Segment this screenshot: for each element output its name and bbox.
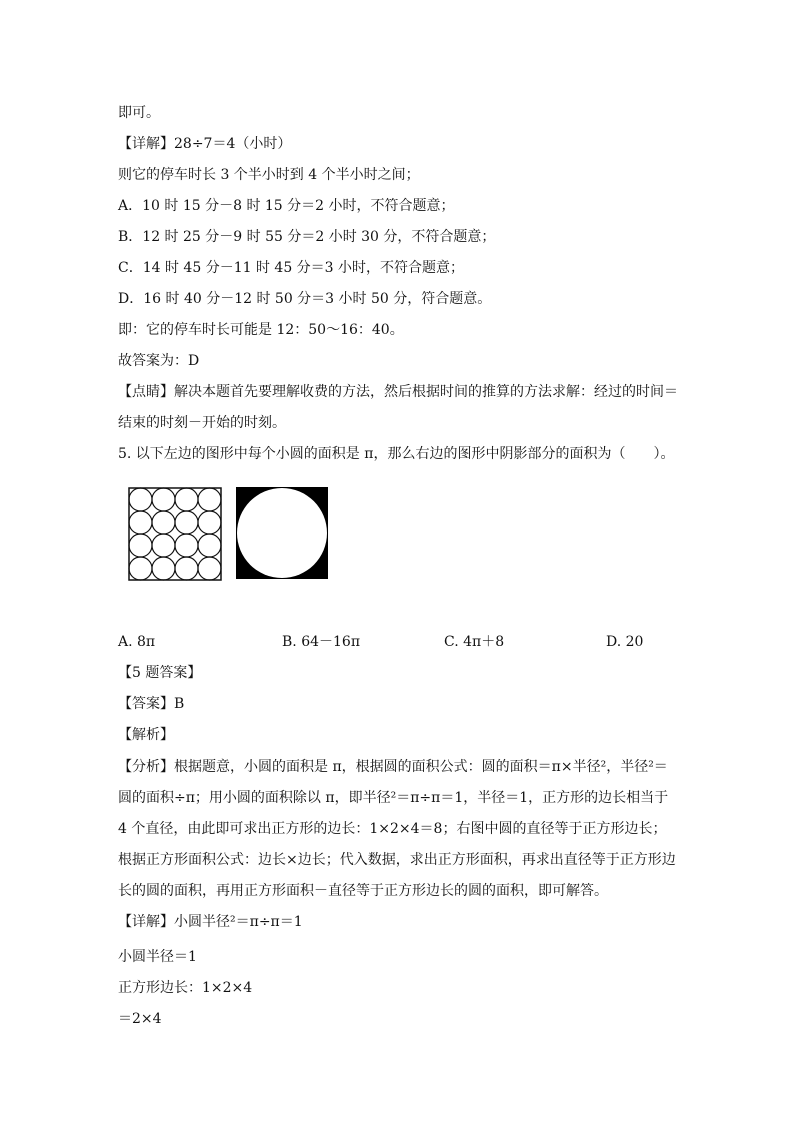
option-explain-b: B．12 时 25 分－9 时 55 分＝2 小时 30 分，不符合题意； xyxy=(118,229,496,245)
detail-line: 正方形边长：1×2×4 xyxy=(118,980,253,996)
option-explain-d: D．16 时 40 分－12 时 50 分＝3 小时 50 分，符合题意。 xyxy=(118,291,492,307)
right-figure-shaded xyxy=(236,487,328,579)
fenxi-paragraph: 【分析】根据题意，小圆的面积是 π，根据圆的面积公式：圆的面积＝π×半径²，半径²＝圆的面积÷π；用小圆的面积除以 π，即半径²＝π÷π＝1，半径＝1，正方形的边长相当于 4 个直径，由此即可求出正方形的边长：1×2×4＝8；右图中圆的直径等于正方形边长；根据正方形面积公式：边长×边长；代入数据，求出正方形面积，再求出直径等于正方形边长的圆的面积，再用正方形面积－直径等于正方形边长的圆的面积，即可解答。 xyxy=(118,759,676,899)
detail-line: ＝2×4 xyxy=(118,1011,162,1027)
text-line: 即可。 xyxy=(118,105,160,121)
jiexi-heading: 【解析】 xyxy=(118,727,174,743)
left-figure-circles xyxy=(128,487,222,581)
option-a: A. 8π xyxy=(118,634,156,650)
option-c: C. 4π＋8 xyxy=(444,634,505,650)
option-explain-c: C．14 时 45 分－11 时 45 分＝3 小时，不符合题意； xyxy=(118,260,465,276)
answer: 【答案】B xyxy=(118,696,185,712)
text-line: 故答案为：D xyxy=(118,353,200,369)
text-line: 则它的停车时长 3 个半小时到 4 个半小时之间； xyxy=(118,167,420,183)
option-explain-a: A．10 时 15 分－8 时 15 分＝2 小时，不符合题意； xyxy=(118,198,455,214)
question-5: 5. 以下左边的图形中每个小圆的面积是 π，那么右边的图形中阴影部分的面积为（ ）。 xyxy=(118,446,675,462)
option-b: B. 64－16π xyxy=(282,634,361,650)
dianjing-paragraph: 【点睛】解决本题首先要理解收费的方法，然后根据时间的推算的方法求解：经过的时间＝结束的时刻－开始的时刻。 xyxy=(118,384,678,431)
option-d: D. 20 xyxy=(606,634,644,650)
text-line: 【详解】28÷7＝4（小时） xyxy=(118,136,292,152)
detail-line: 小圆半径＝1 xyxy=(118,949,197,965)
text-line: 即：它的停车时长可能是 12：50～16：40。 xyxy=(118,322,404,338)
detail-line: 【详解】小圆半径²＝π÷π＝1 xyxy=(118,914,303,930)
answer-title: 【5 题答案】 xyxy=(118,665,202,681)
